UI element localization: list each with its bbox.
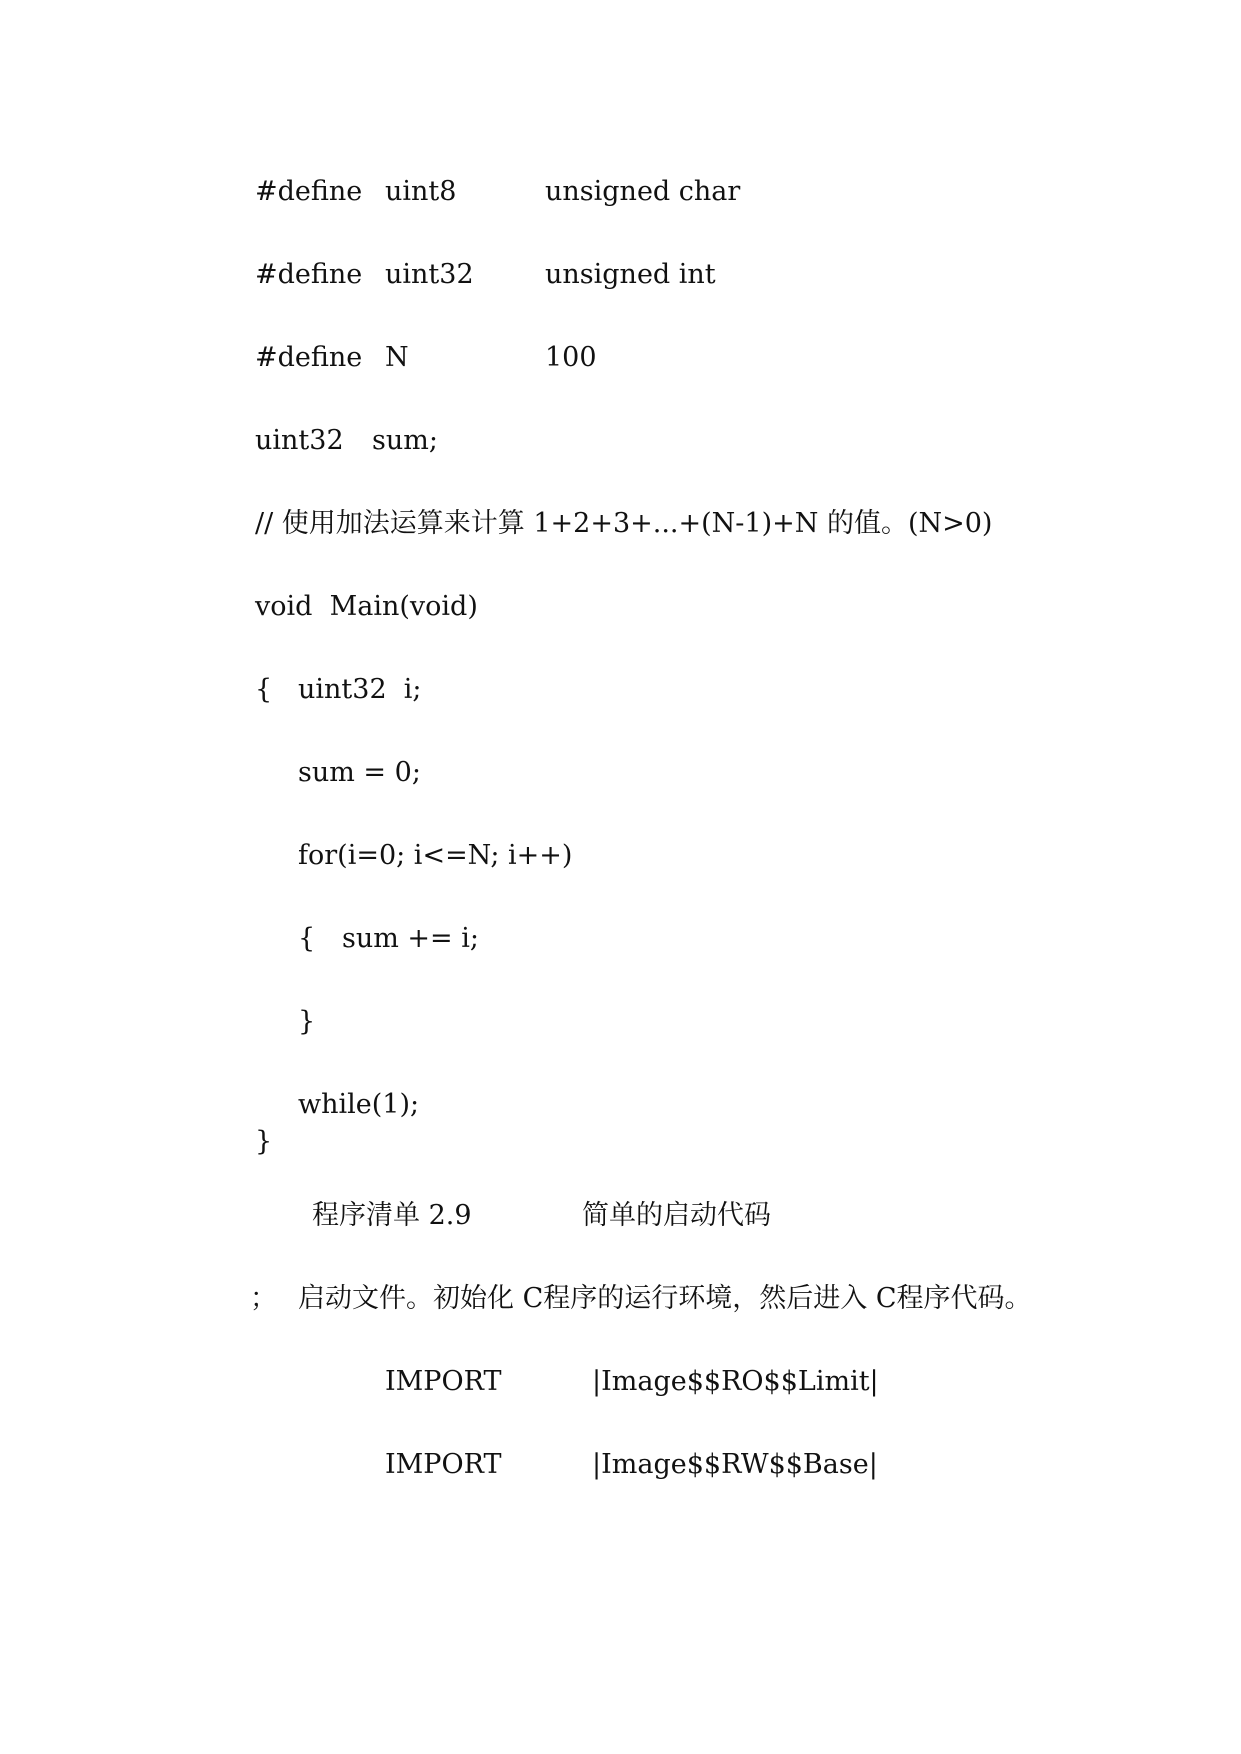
listing-caption xyxy=(0,1196,771,1236)
keyword: #define xyxy=(255,259,363,290)
macro-value: 100 xyxy=(545,342,597,373)
asm-comment-marker: ； xyxy=(250,1283,277,1314)
code-line-for-loop: for(i=0; i<=N; i++) xyxy=(298,840,573,871)
macro-name: uint32 xyxy=(385,259,474,290)
code-line-define-uint8 xyxy=(0,172,741,212)
code-comment-line: // 使用加法运算来计算 1+2+3+...+(N-1)+N 的值。(N>0) xyxy=(255,508,993,539)
variable-name: sum; xyxy=(372,425,438,456)
asm-import-line xyxy=(0,1362,879,1402)
asm-symbol: |Image$$RO$$Limit| xyxy=(592,1366,879,1397)
code-line-close-main-brace: } xyxy=(255,1126,273,1157)
asm-directive: IMPORT xyxy=(385,1366,502,1397)
macro-name: N xyxy=(385,342,409,373)
code-line-close-loop-brace: } xyxy=(298,1006,316,1037)
type-name: uint32 xyxy=(255,425,344,456)
open-brace: { xyxy=(298,923,316,954)
code-line-while: while(1); xyxy=(298,1089,420,1120)
loop-statement: sum += i; xyxy=(342,923,479,954)
code-line-define-n xyxy=(0,338,597,378)
code-line-open-brace-decl xyxy=(0,670,422,710)
code-line-sum-declaration xyxy=(0,421,438,461)
asm-comment-line xyxy=(0,1279,1032,1319)
asm-symbol: |Image$$RW$$Base| xyxy=(592,1449,878,1480)
keyword: #define xyxy=(255,342,363,373)
asm-comment-text: 启动文件。初始化 C程序的运行环境，然后进入 C程序代码。 xyxy=(298,1283,1032,1314)
code-line-sum-init: sum = 0; xyxy=(298,757,421,788)
macro-name: uint8 xyxy=(385,176,457,207)
code-line-main-signature: void Main(void) xyxy=(255,591,478,622)
asm-import-line xyxy=(0,1445,878,1485)
open-brace: { xyxy=(255,674,273,705)
listing-title: 简单的启动代码 xyxy=(582,1200,771,1231)
code-line-define-uint32 xyxy=(0,255,716,295)
macro-value: unsigned int xyxy=(545,259,716,290)
code-line-loop-body xyxy=(0,919,479,959)
local-declaration: uint32 i; xyxy=(298,674,422,705)
keyword: #define xyxy=(255,176,363,207)
asm-directive: IMPORT xyxy=(385,1449,502,1480)
listing-number: 程序清单 2.9 xyxy=(312,1200,472,1231)
macro-value: unsigned char xyxy=(545,176,741,207)
